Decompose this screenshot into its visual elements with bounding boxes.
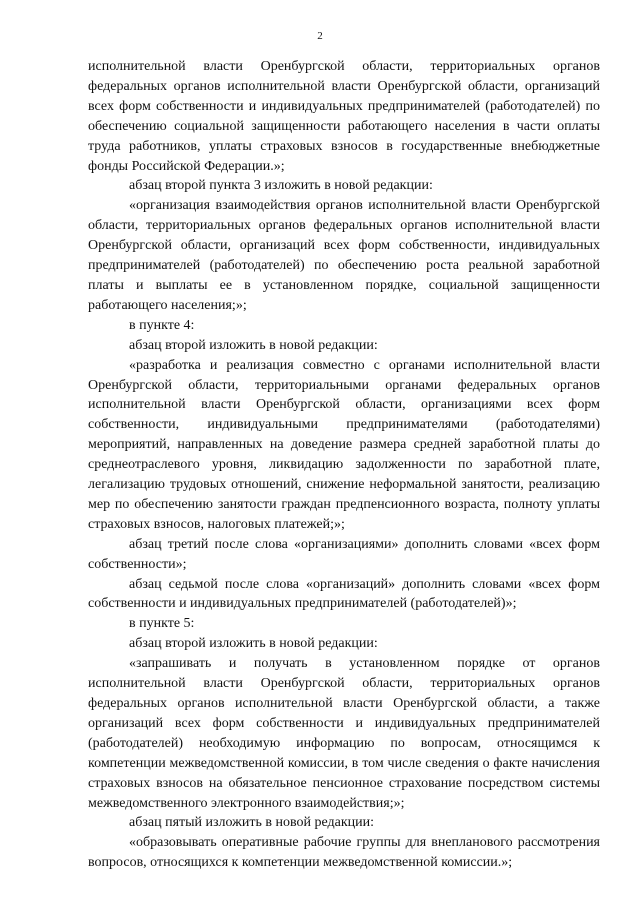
- paragraph: абзац седьмой после слова «организаций» дополнить словами «всех форм собственности и индивидуальных предпринимателей (работодателей)»;: [88, 576, 600, 612]
- paragraph: «образовывать оперативные рабочие группы для внепланового рассмотрения вопросов, относящихся к компетенции межведомственной комиссии.»;: [88, 835, 600, 871]
- paragraph: исполнительной власти Оренбургской области, территориальных органов федеральных органов исполнительной власти Оренбургской области, организаций всех форм собственности и индивидуальных предпринимателей (работодателей) по обеспечению социальной защищенности работающего населения в части оплаты труда работников, уплаты страховых взносов в государственные внебюджетные фонды Российской Федерации.»;: [88, 59, 600, 174]
- paragraph: в пункте 5:: [129, 616, 195, 632]
- paragraph: абзац второй изложить в новой редакции:: [129, 337, 378, 353]
- document-body: [88, 57, 600, 873]
- paragraph: «разработка и реализация совместно с органами исполнительной власти Оренбургской области, территориальными органами федеральных органов исполнительной власти Оренбургской области, организациями всех форм собственности, индивидуальными предпринимателями (работодателями) мероприятий, направленных на доведение размера средней заработной платы до среднеотраслевого уровня, ликвидацию задолженности по заработной плате, легализацию трудовых отношений, снижение неформальной занятости, реализацию мер по обеспечению занятости граждан предпенсионного возраста, полноту уплаты страховых взносов, налоговых платежей;»;: [88, 357, 600, 532]
- paragraph: «запрашивать и получать в установленном порядке от органов исполнительной власти Оренбургской области, территориальных органов федеральных органов исполнительной власти Оренбургской области, а также организаций всех форм собственности и индивидуальных предпринимателей (работодателей) необходимую информацию по вопросам, относящимся к компетенции межведомственной комиссии, в том числе сведения о факте начисления страховых взносов на обязательное пенсионное страхование посредством системы межведомственного электронного взаимодействия;»;: [88, 656, 600, 811]
- paragraph: абзац пятый изложить в новой редакции:: [129, 815, 374, 831]
- paragraph: абзац второй изложить в новой редакции:: [129, 636, 378, 652]
- paragraph: абзац второй пункта 3 изложить в новой редакции:: [129, 178, 433, 194]
- page-number: 2: [317, 30, 323, 42]
- paragraph: абзац третий после слова «организациями» дополнить словами «всех форм собственности»;: [88, 536, 600, 572]
- paragraph: в пункте 4:: [129, 317, 195, 333]
- paragraph: «организация взаимодействия органов исполнительной власти Оренбургской области, территориальных органов федеральных органов исполнительной власти Оренбургской области, организаций всех форм собственности, индивидуальных предпринимателей (работодателей) по обеспечению роста реальной заработной платы и выплаты ее в установленном порядке, социальной защищенности работающего населения;»;: [88, 198, 600, 313]
